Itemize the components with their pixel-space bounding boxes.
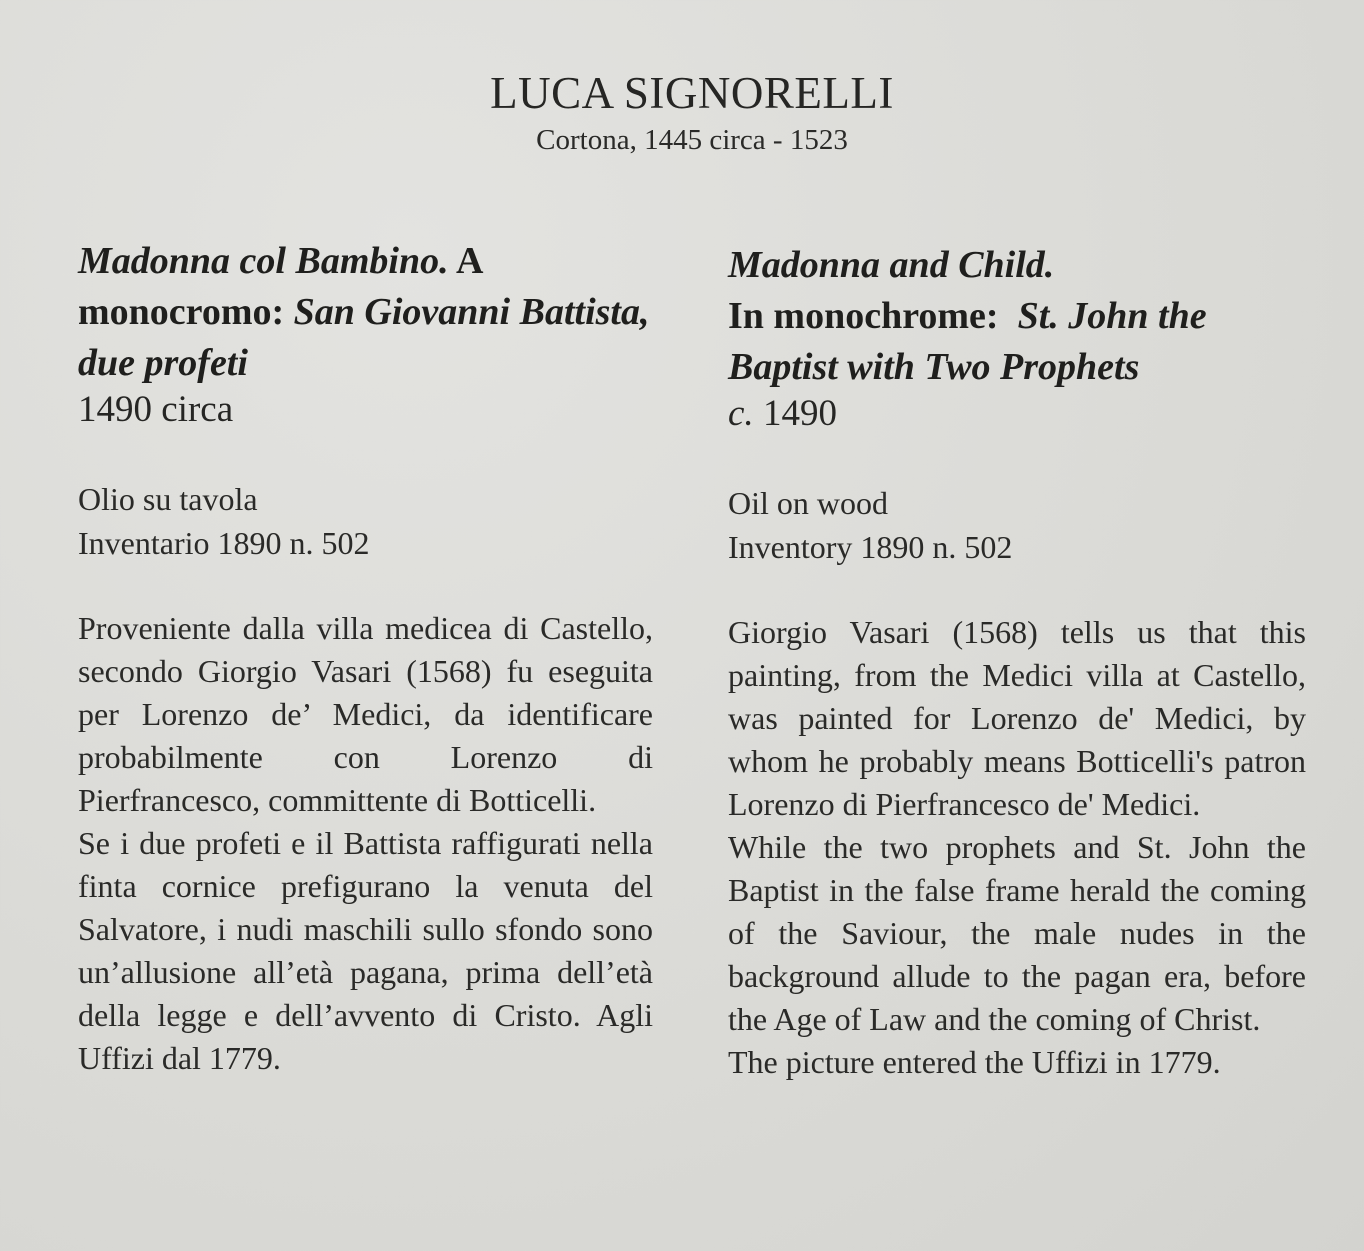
artwork-title-english: [728, 240, 1306, 393]
label-header: [0, 66, 1364, 158]
artwork-date-english: [728, 391, 1306, 437]
medium-italian: Olio su tavola: [78, 481, 258, 517]
description-english: [728, 611, 1306, 1084]
description-italian: [78, 607, 653, 1080]
artwork-title-italian: [78, 236, 653, 389]
english-column: [728, 240, 1306, 1084]
title-part: In monochrome:: [728, 295, 1018, 337]
italian-column: [78, 236, 653, 1080]
title-part: St. John the Baptist with Two Prophets: [728, 295, 1207, 388]
medium-english: Oil on wood: [728, 485, 888, 521]
title-part: A monocromo:: [78, 240, 482, 333]
title-part: Madonna col Bambino.: [78, 240, 449, 282]
title-part: Madonna and Child.: [728, 244, 1055, 286]
artwork-date-italian: 1490 circa: [78, 389, 234, 430]
description-paragraph: The picture entered the Uffizi in 1779.: [728, 1044, 1221, 1080]
artist-name: LUCA SIGNORELLI: [490, 68, 894, 118]
description-paragraph: While the two prophets and St. John the Baptist in the false frame herald the coming of the Saviour, the male nudes in the background allude to the pagan era, before the Age of Law and the coming of Christ.: [728, 829, 1306, 1037]
artist-dates: Cortona, 1445 circa - 1523: [536, 124, 848, 156]
artwork-meta-english: [728, 481, 1306, 569]
title-part: San Giovanni Battista, due profeti: [78, 291, 650, 384]
inventory-italian: Inventario 1890 n. 502: [78, 525, 370, 561]
date-year: 1490: [753, 393, 837, 434]
circa-prefix: c.: [728, 393, 754, 434]
description-paragraph: Se i due profeti e il Battista raffigurati nella finta cornice prefigurano la venuta del Salvatore, i nudi maschili sullo sfondo sono un’allusione all’età pagana, prima dell’età della legge e dell’avvento di Cristo. Agli Uffizi dal 1779.: [78, 825, 653, 1076]
description-paragraph: Proveniente dalla villa medicea di Castello, secondo Giorgio Vasari (1568) fu eseguita per Lorenzo de’ Medici, da identificare probabilmente con Lorenzo di Pierfrancesco, committente di Botticelli.: [78, 610, 653, 818]
description-paragraph: Giorgio Vasari (1568) tells us that this painting, from the Medici villa at Castello, was painted for Lorenzo de' Medici, by whom he probably means Botticelli's patron Lorenzo di Pierfrancesco de' Medici.: [728, 614, 1306, 822]
artwork-meta-italian: [78, 477, 653, 565]
inventory-english: Inventory 1890 n. 502: [728, 529, 1013, 565]
